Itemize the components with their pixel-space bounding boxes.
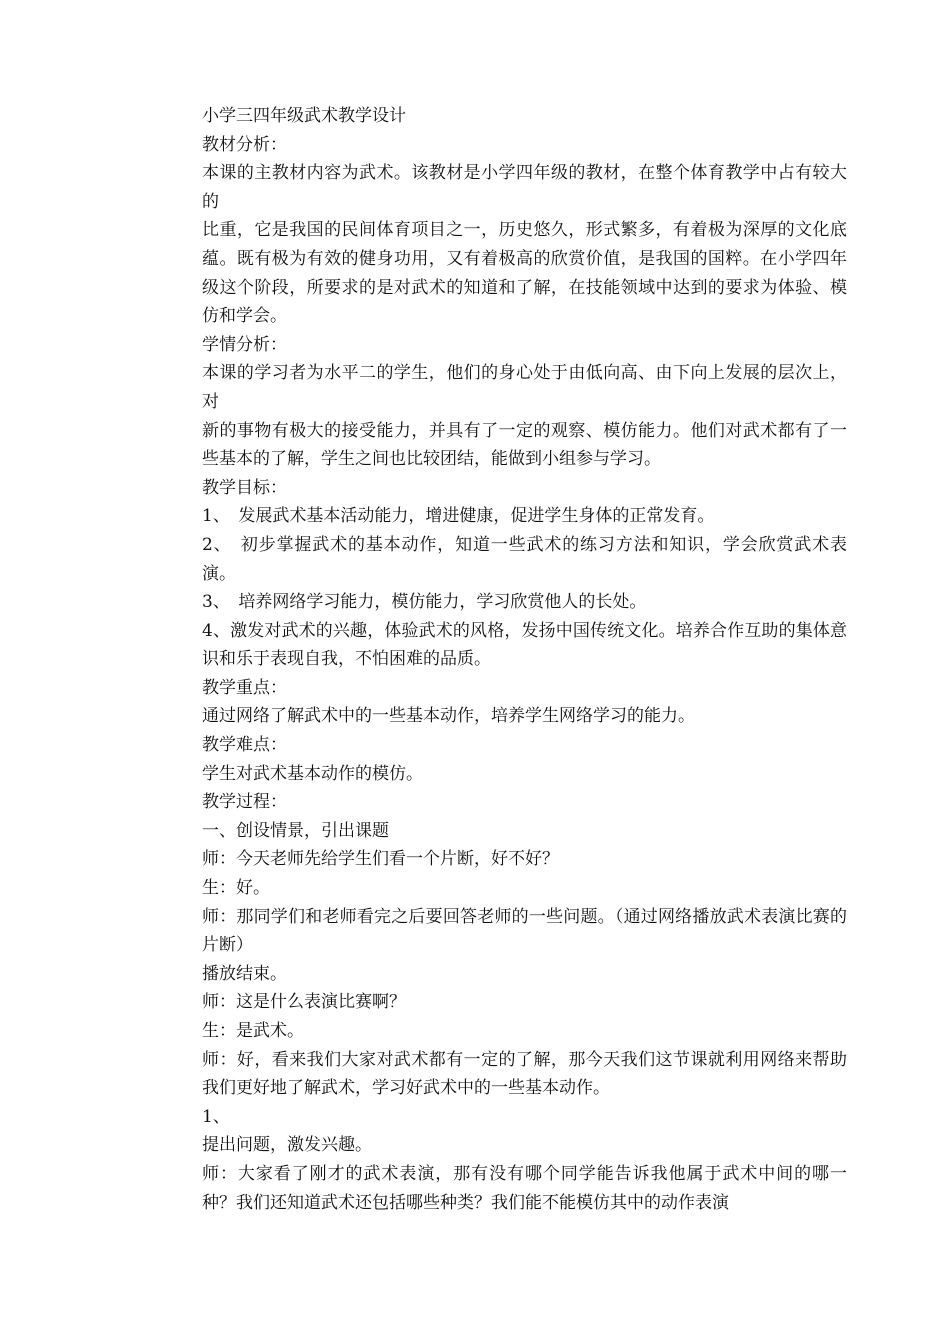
document-body	[202, 102, 847, 1217]
paragraph: 比重，它是我国的民间体育项目之一，历史悠久，形式繁多，有着极为深厚的文化底蕴。既有极为有效的健身功用，又有着极高的欣赏价值，是我国的国粹。在小学四年级这个阶段，所要求的是对武术的知道和了解，在技能领域中达到的要求为体验、模仿和学会。	[202, 220, 847, 327]
dialogue-line: 师：好，看来我们大家对武术都有一定的了解，那今天我们这节课就利用网络来帮助我们更好地了解武术，学习好武术中的一些基本动作。	[202, 1049, 847, 1099]
document-title: 小学三四年级武术教学设计	[202, 106, 406, 126]
goal-item: 2、 初步掌握武术的基本动作，知道一些武术的练习方法和知识，学会欣赏武术表演。	[202, 534, 847, 584]
goal-item: 4、激发对武术的兴趣，体验武术的风格，发扬中国传统文化。培养合作互助的集体意识和乐于表现自我，不怕困难的品质。	[202, 620, 847, 670]
section-heading-difficulties: 教学难点：	[202, 735, 287, 756]
goal-item: 3、 培养网络学习能力，模仿能力，学习欣赏他人的长处。	[202, 592, 647, 613]
section-heading-material-analysis: 教材分析：	[202, 134, 287, 155]
paragraph: 新的事物有极大的接受能力，并具有了一定的观察、模仿能力。他们对武术都有了一些基本的了解，学生之间也比较团结，能做到小组参与学习。	[202, 420, 847, 470]
dialogue-line: 生：好。	[202, 878, 270, 899]
dialogue-line: 师：那同学们和老师看完之后要回答老师的一些问题。（通过网络播放武术表演比赛的片断）	[202, 906, 847, 956]
subsection-heading: 一、创设情景，引出课题	[202, 820, 389, 841]
paragraph: 学生对武术基本动作的模仿。	[202, 763, 423, 784]
paragraph: 提出问题，激发兴趣。	[202, 1135, 372, 1156]
section-heading-teaching-process: 教学过程：	[202, 792, 287, 813]
list-number: 1、	[202, 1106, 230, 1127]
goal-item: 1、 发展武术基本活动能力，增进健康，促进学生身体的正常发育。	[202, 506, 715, 527]
paragraph: 本课的主教材内容为武术。该教材是小学四年级的教材，在整个体育教学中占有较大的	[202, 163, 847, 212]
dialogue-line: 师：今天老师先给学生们看一个片断，好不好？	[202, 849, 559, 870]
dialogue-line: 师：大家看了刚才的武术表演，那有没有哪个同学能告诉我他属于武术中间的哪一种？我们还知道武术还包括哪些种类？我们能不能模仿其中的动作表演	[202, 1163, 847, 1213]
paragraph: 播放结束。	[202, 963, 287, 984]
dialogue-line: 师：这是什么表演比赛啊？	[202, 992, 406, 1013]
paragraph: 本课的学习者为水平二的学生，他们的身心处于由低向高、由下向上发展的层次上，对	[202, 363, 847, 412]
paragraph: 通过网络了解武术中的一些基本动作，培养学生网络学习的能力。	[202, 706, 695, 727]
section-heading-teaching-goals: 教学目标：	[202, 477, 287, 498]
section-heading-learner-analysis: 学情分析：	[202, 334, 287, 355]
dialogue-line: 生：是武术。	[202, 1021, 304, 1041]
section-heading-key-points: 教学重点：	[202, 677, 287, 698]
